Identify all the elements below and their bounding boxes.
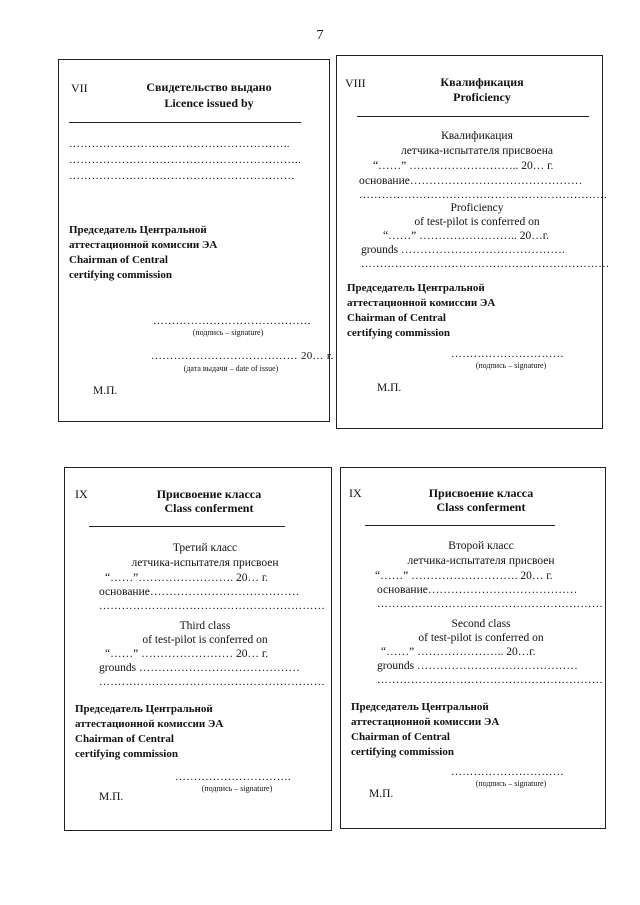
section-title-en: Licence issued by: [164, 96, 254, 110]
dotted-line: ……………………………………………………: [377, 598, 603, 610]
section-title-ru: Квалификация: [440, 75, 524, 89]
dotted-line: ……………………………………………………: [99, 676, 325, 688]
chairman-en-line-1: Chairman of Central: [75, 733, 174, 745]
section-title-ru: Свидетельство выдано: [146, 80, 272, 94]
title-underline: [357, 116, 589, 117]
signature-field: ………………………….: [175, 771, 292, 783]
chairman-en-line-2: certifying commission: [347, 327, 450, 339]
chairman-ru-line-2: аттестационной комиссии ЭА: [347, 297, 496, 309]
chairman-ru-line-1: Председатель Центральной: [75, 703, 213, 715]
chairman-en-line-2: certifying commission: [75, 748, 178, 760]
section-title-en: Class conferment: [164, 501, 254, 515]
signature-field: …………………………: [451, 348, 564, 360]
chairman-ru-line-2: аттестационной комиссии ЭА: [351, 716, 500, 728]
chairman-en-line-2: certifying commission: [351, 746, 454, 758]
basis-ru: основание…………………………………: [377, 584, 578, 596]
section-numeral: VIII: [345, 76, 366, 90]
section-numeral: VII: [71, 81, 88, 95]
basis-ru: основание…………………………………: [99, 586, 300, 598]
chairman-ru-line-2: аттестационной комиссии ЭА: [69, 239, 218, 251]
class-ru-line-2: летчика-испытателя присвоен: [407, 555, 555, 567]
dotted-line: ……………………………………………………: [99, 600, 325, 612]
chairman-en-line-1: Chairman of Central: [69, 254, 168, 266]
class-ru-line-2: летчика-испытателя присвоен: [131, 557, 279, 569]
conferment-date-ru: “……”……………………. 20… г.: [105, 572, 269, 584]
chairman-en-line-1: Chairman of Central: [347, 312, 446, 324]
issue-date-field: ………………………………… 20… г.: [151, 350, 334, 362]
conferment-date-en: “……” …………………….. 20…г.: [383, 230, 550, 242]
second-class-conferment-panel: [340, 467, 606, 829]
chairman-en-line-2: certifying commission: [69, 269, 172, 281]
basis-ru: основание………………………………………: [359, 175, 583, 187]
signature-caption: (подпись – signature): [192, 328, 264, 337]
chairman-en-line-1: Chairman of Central: [351, 731, 450, 743]
class-en-line-1: Second class: [451, 618, 511, 630]
grounds-en: grounds ……………………………………: [377, 660, 578, 672]
stamp-place: М.П.: [377, 382, 402, 394]
dotted-line: …………………………………………………………: [359, 189, 608, 201]
stamp-place: М.П.: [369, 788, 394, 800]
section-title-ru: Присвоение класса: [428, 486, 534, 500]
dotted-line: ……………………………………………………: [377, 674, 603, 686]
grounds-en: grounds …………………………………….: [361, 244, 565, 256]
chairman-ru-line-1: Председатель Центральной: [347, 282, 485, 294]
conferment-date-en: “……” …………………… 20… г.: [105, 648, 269, 660]
class-en-line-2: of test-pilot is conferred on: [418, 632, 544, 644]
conferment-date-ru: “……” ………………………. 20… г.: [375, 570, 553, 582]
signature-field: …………………………: [451, 766, 564, 778]
signature-field: ……………………………………: [153, 315, 312, 327]
dotted-line: …………………………………………………..: [69, 138, 290, 150]
signature-caption: (подпись – signature): [475, 361, 547, 370]
page-number: 7: [316, 28, 324, 43]
grounds-en: grounds ……………………………………: [99, 662, 300, 674]
section-title-en: Proficiency: [453, 90, 511, 104]
title-underline: [69, 122, 301, 123]
proficiency-en-line-2: of test-pilot is conferred on: [414, 216, 540, 228]
dotted-line: …………………………………………………………: [361, 258, 610, 270]
class-en-line-2: of test-pilot is conferred on: [142, 634, 268, 646]
stamp-place: М.П.: [99, 791, 124, 803]
signature-caption: (подпись – signature): [201, 784, 273, 793]
proficiency-panel: [336, 55, 610, 429]
class-ru-line-1: Третий класс: [172, 542, 238, 554]
chairman-ru-line-1: Председатель Центральной: [351, 701, 489, 713]
qualification-ru-line-1: Квалификация: [441, 130, 513, 142]
stamp-place: М.П.: [93, 385, 118, 397]
section-title-en: Class conferment: [436, 500, 526, 514]
title-underline: [365, 525, 555, 526]
dotted-line: ……………………………………………………..: [69, 154, 302, 166]
title-underline: [89, 526, 285, 527]
class-en-line-1: Third class: [179, 620, 231, 632]
class-ru-line-1: Второй класс: [448, 540, 514, 552]
section-numeral: IX: [75, 487, 88, 501]
qualification-ru-line-2: летчика-испытателя присвоена: [400, 145, 554, 157]
issue-date-caption: (дата выдачи – date of issue): [183, 364, 279, 373]
proficiency-en-line-1: Proficiency: [450, 202, 504, 214]
section-numeral: IX: [349, 486, 362, 500]
chairman-ru-line-1: Председатель Центральной: [69, 224, 207, 236]
chairman-ru-line-2: аттестационной комиссии ЭА: [75, 718, 224, 730]
signature-caption: (подпись – signature): [475, 779, 547, 788]
dotted-line: ……………………………………………………: [69, 170, 295, 182]
conferment-date-ru: “……” ……………………….. 20… г.: [373, 160, 554, 172]
section-title-ru: Присвоение класса: [156, 487, 262, 501]
licence-issued-panel: [58, 59, 334, 422]
third-class-conferment-panel: [64, 467, 332, 831]
conferment-date-en: “……” ………………….. 20…г.: [381, 646, 536, 658]
